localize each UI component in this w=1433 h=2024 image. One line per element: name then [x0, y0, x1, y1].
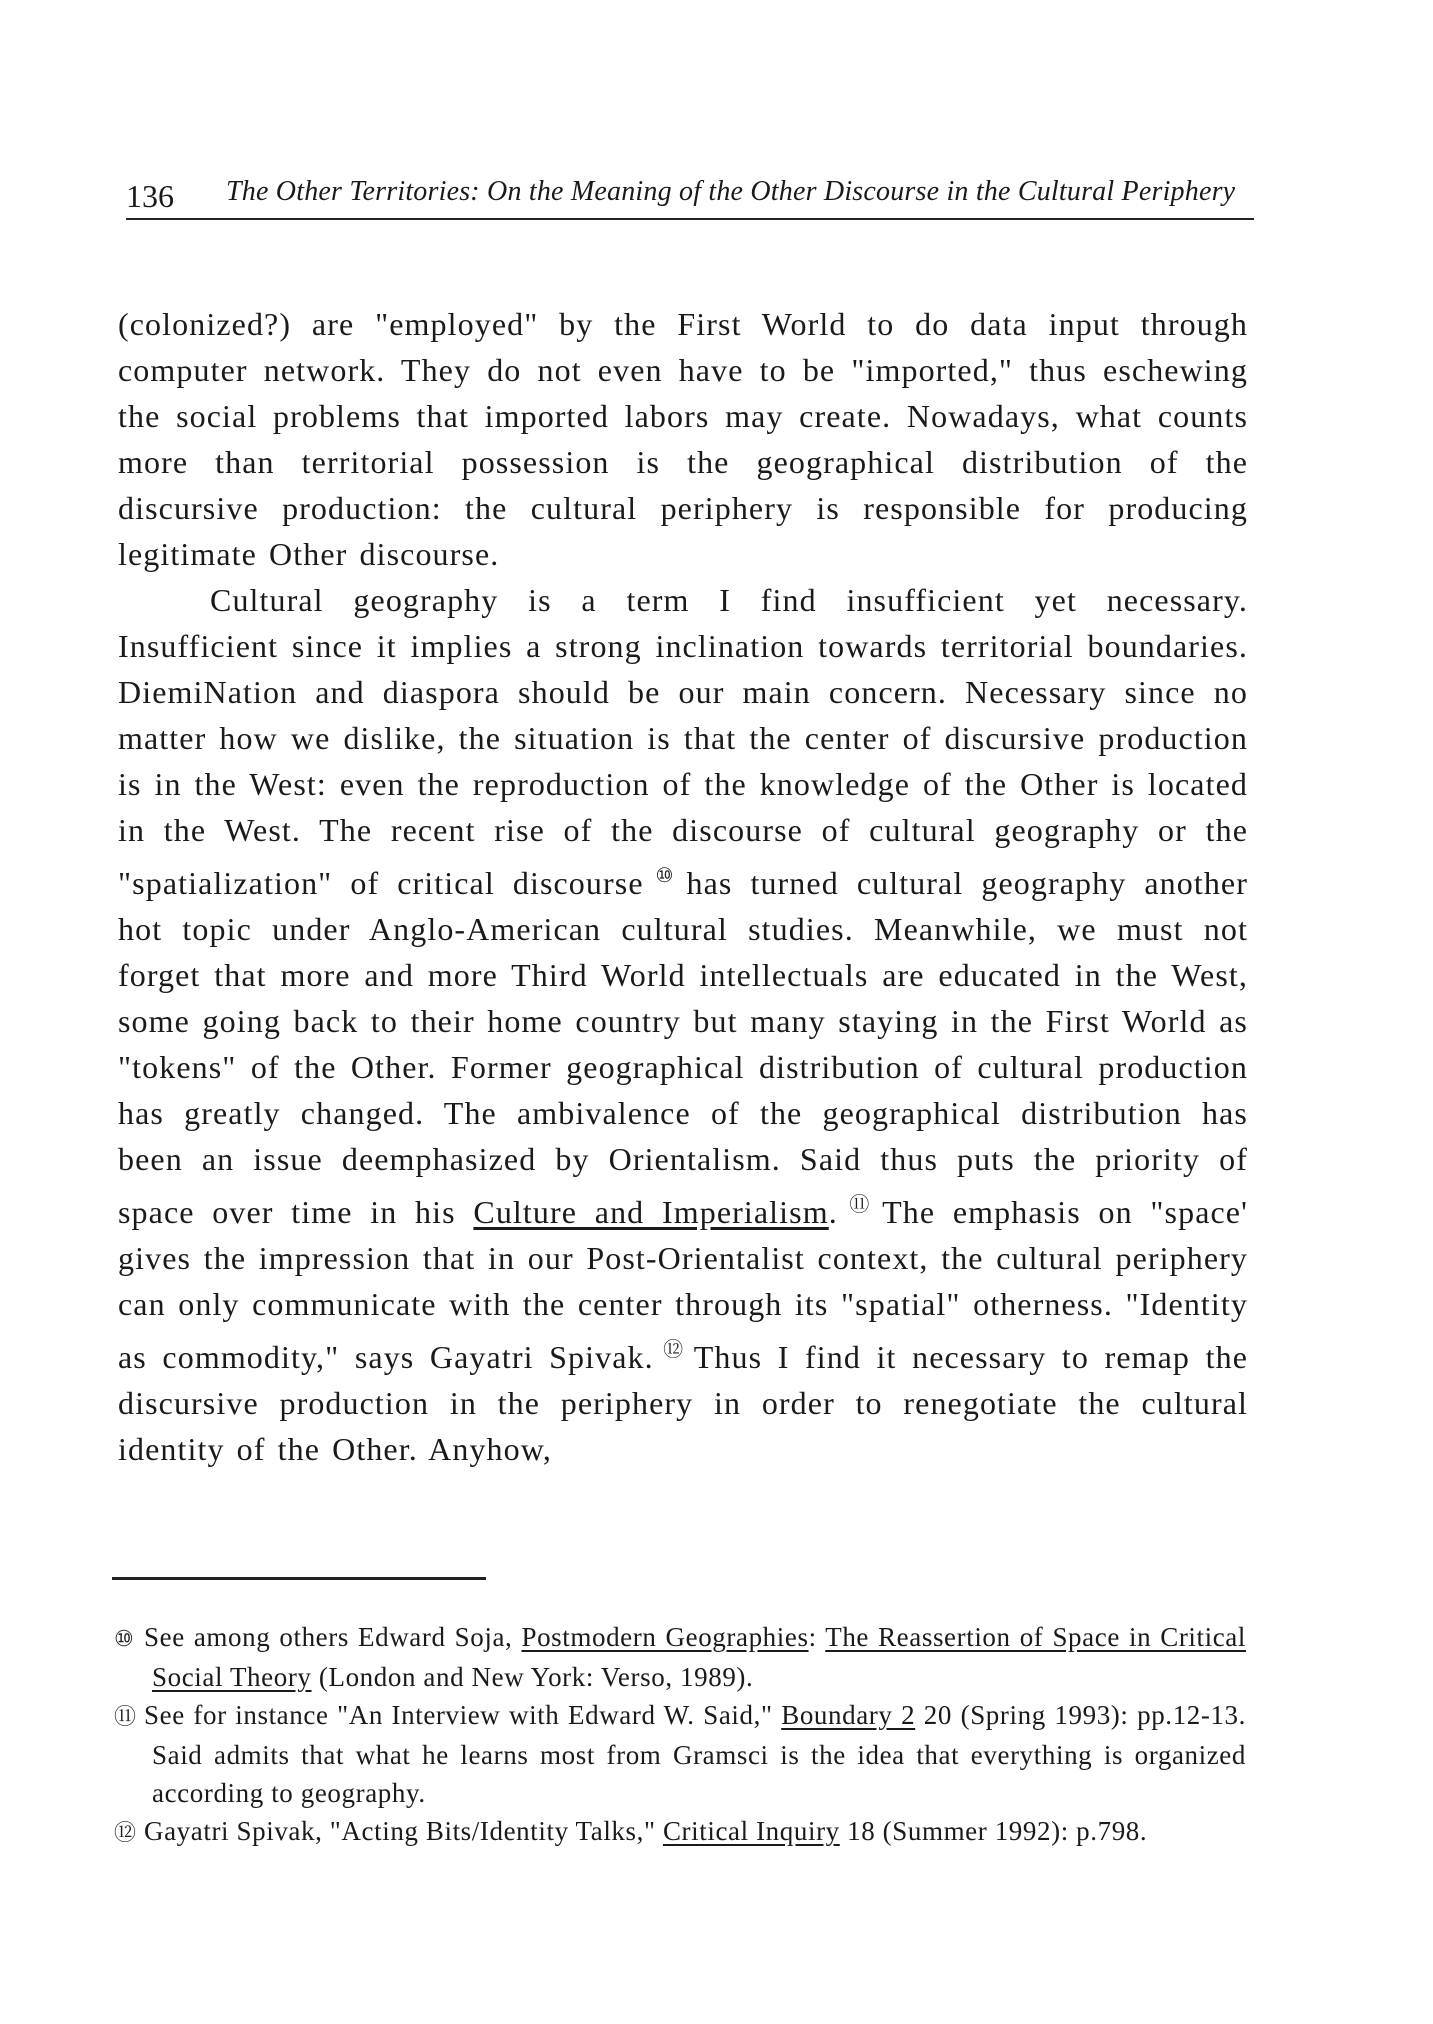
footnote-text: 18 (Summer 1992): p.798.	[839, 1816, 1148, 1846]
running-header	[126, 176, 1252, 216]
footnote-text: :	[808, 1622, 826, 1652]
main-text	[118, 301, 1248, 1472]
paragraph-2-part-4: Thus I find it necessary to remap the discursive production in the periphery in order to renegotiate the cultural identity of the Other. Anyhow,	[118, 1339, 1248, 1467]
footnote-book-subtitle: The Reassertion of Space in Critical Social Theory	[152, 1622, 1246, 1692]
footnote-number: ⑩	[114, 1626, 135, 1651]
period: .	[828, 1194, 838, 1230]
paragraph-2-part-3: The emphasis on "space' gives the impression that in our Post-Orientalist context, the cultural periphery can only communicate with the center through its "spatial" otherness. "Identity as commodity," says Gayatri Spivak.	[118, 1194, 1248, 1375]
book-title-culture-and-imperialism: Culture and Imperialism	[473, 1194, 829, 1230]
paragraph-1: (colonized?) are "employed" by the First World to do data input through computer network. They do not even have to be "imported," thus eschewing the social problems that imported labors may create. Nowadays, what counts more than territorial possession is the geographical distribution of the discursive production: the cultural periphery is responsible for producing legitimate Other discourse.	[118, 306, 1248, 572]
footnote-ref-10: ⑩	[649, 865, 681, 887]
footnote-text: (London and New York: Verso, 1989).	[311, 1662, 754, 1692]
footnote-12	[114, 1812, 1246, 1852]
page-number: 136	[126, 178, 174, 214]
footnote-11	[114, 1696, 1246, 1812]
footnote-text: See among others Edward Soja,	[144, 1622, 522, 1652]
paragraph-2-part-1: Cultural geography is a term I find insufficient yet necessary. Insufficient since it implies a strong inclination towards territorial boundaries. DiemiNation and diaspora should be our main concern. Necessary since no matter how we dislike, the situation is that the center of discursive production is in the West: even the reproduction of the knowledge of the Other is located in the West. The recent rise of the discourse of cultural geography or the "spatialization" of critical discourse	[118, 582, 1248, 901]
footnote-book-title: Postmodern Geographies	[521, 1622, 809, 1652]
footnote-journal-title: Critical Inquiry	[662, 1816, 840, 1846]
footnote-text: See for instance "An Interview with Edward W. Said,"	[144, 1700, 782, 1730]
footnote-separator	[112, 1577, 486, 1580]
footnote-number: ⑪	[114, 1704, 137, 1729]
footnote-number: ⑫	[114, 1820, 137, 1845]
footnote-10	[114, 1618, 1246, 1696]
footnote-text: 20 (Spring 1993): pp.12-13. Said admits that what he learns most from Gramsci is the idea that everything is organized according to geography.	[152, 1700, 1246, 1808]
footnote-text: Gayatri Spivak, "Acting Bits/Identity Talks,"	[144, 1816, 663, 1846]
footnote-ref-11: ⑪	[843, 1194, 877, 1216]
running-title: The Other Territories: On the Meaning of the Other Discourse in the Cultural Periphery	[226, 176, 1236, 207]
footnote-journal-title: Boundary 2	[781, 1700, 916, 1730]
footnote-ref-12: ⑫	[659, 1339, 688, 1361]
paragraph-2	[118, 577, 1248, 1472]
header-rule	[126, 218, 1254, 220]
paragraph-2-part-2: has turned cultural geography another hot topic under Anglo-American cultural studies. Meanwhile, we must not forget that more and more Third World intellectuals are educated in the West, some going back to their home country but many staying in the First World as "tokens" of the Other. Former geographical distribution of cultural production has greatly changed. The ambivalence of the geographical distribution has been an issue deemphasized by Orientalism. Said thus puts the priority of space over time in his	[118, 865, 1248, 1230]
footnotes	[114, 1618, 1246, 1852]
